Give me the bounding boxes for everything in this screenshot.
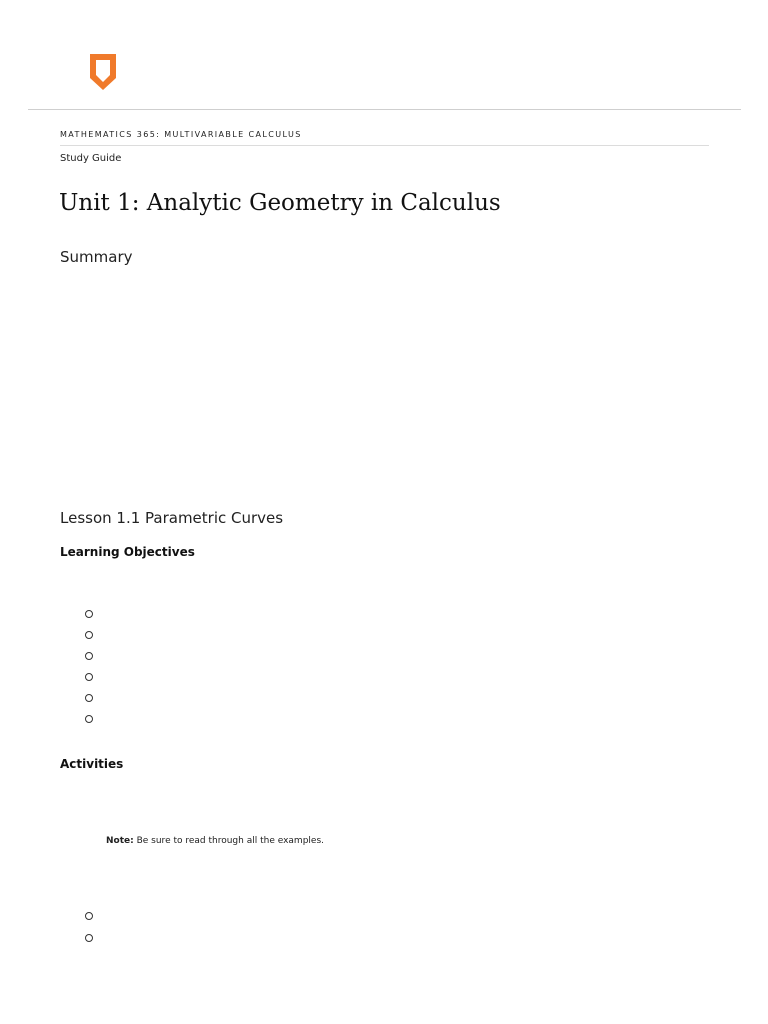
activities-heading: Activities [60,757,124,771]
header-divider [28,109,741,110]
activity-bullet [85,934,93,942]
objective-bullet [85,673,93,681]
lesson-heading: Lesson 1.1 Parametric Curves [60,509,284,527]
objective-bullet [85,694,93,702]
note-label: Note: [106,836,134,846]
summary-heading: Summary [60,248,133,266]
guide-label: Study Guide [60,153,122,164]
shield-icon [88,52,118,92]
unit-title: Unit 1: Analytic Geometry in Calculus [59,190,501,216]
course-divider [60,145,709,146]
activity-bullet [85,912,93,920]
note-paragraph [106,836,324,846]
objective-bullet [85,715,93,723]
objective-bullet [85,610,93,618]
learning-objectives-heading: Learning Objectives [60,545,195,559]
course-title: MATHEMATICS 365: MULTIVARIABLE CALCULUS [60,130,302,139]
objective-bullet [85,652,93,660]
note-text: Be sure to read through all the examples. [133,836,325,846]
objective-bullet [85,631,93,639]
